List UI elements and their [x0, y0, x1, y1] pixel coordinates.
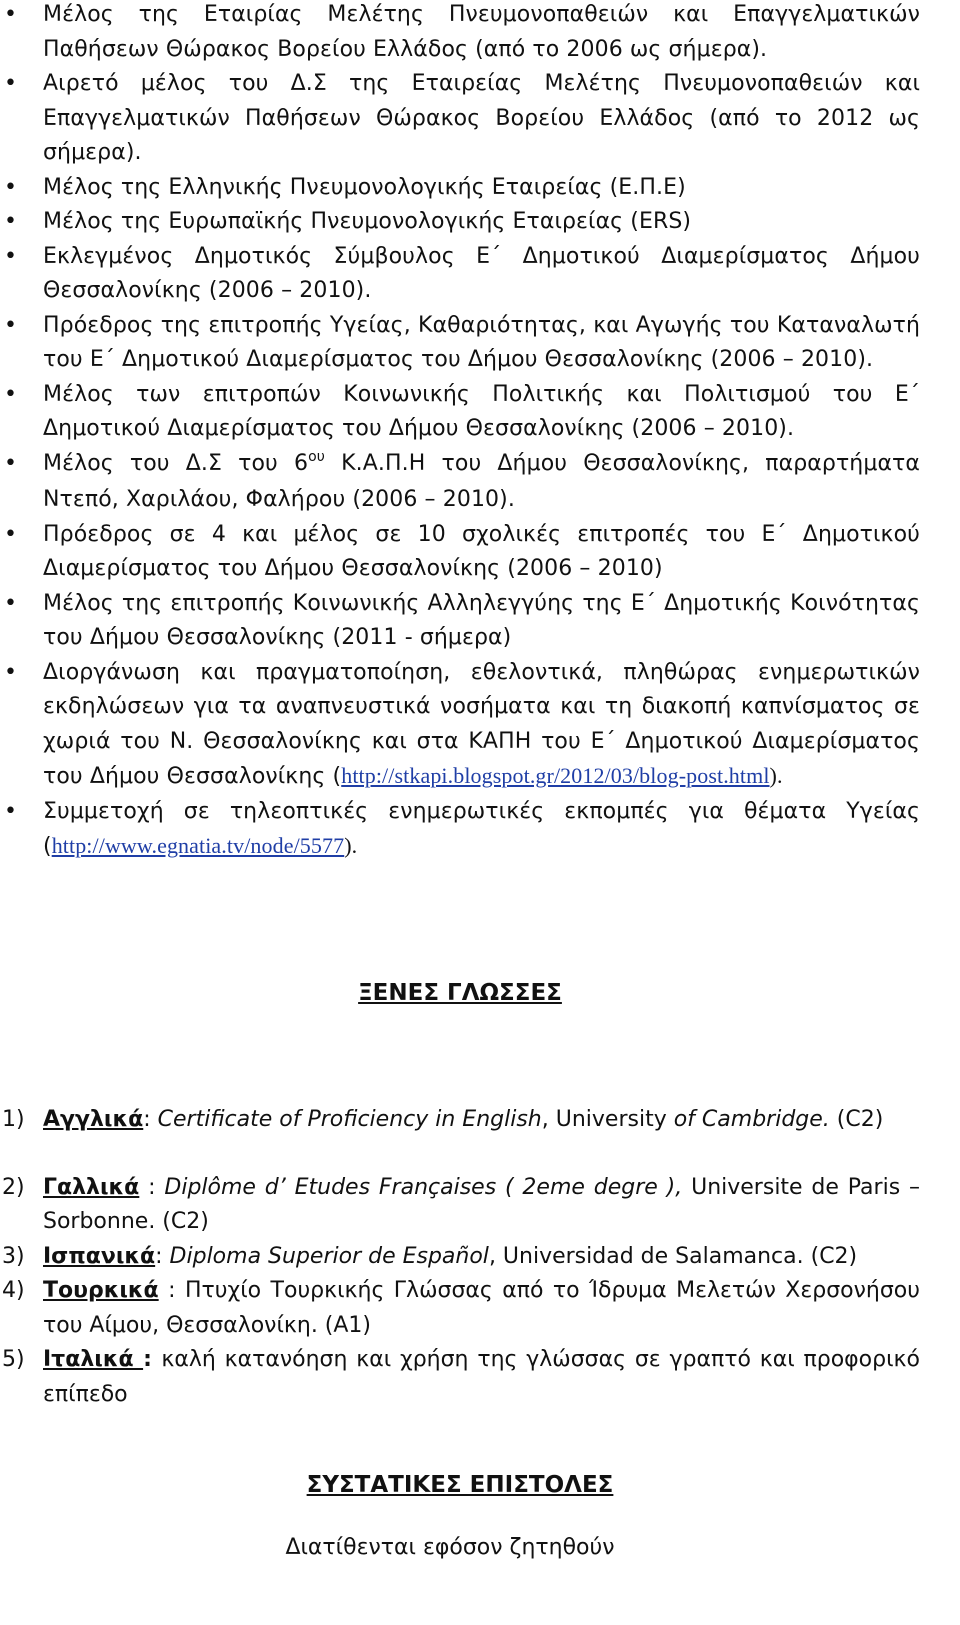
- list-item-text: Συμμετοχή σε τηλεοπτικές ενημερωτικές εκπομπές για θέματα Υγείας (: [43, 798, 920, 859]
- certificate-name: Diplôme d’ Etudes Françaises ( 2eme degre ),: [164, 1174, 683, 1200]
- list-item: • Μέλος των επιτροπών Κοινωνικής Πολιτικής και Πολιτισμού του Ε΄ Δημοτικού Διαμερίσματος του Δήμου Θεσσαλονίκης (2006 – 2010).: [0, 378, 960, 447]
- language-name: Ιταλικά: [43, 1347, 144, 1372]
- separator: :: [143, 1107, 158, 1132]
- list-item-text: ).: [769, 763, 783, 788]
- language-item: [0, 1103, 960, 1138]
- institution: , University: [541, 1107, 674, 1132]
- language-item: [0, 1171, 960, 1240]
- description: καλή κατανόηση και χρήση της γλώσσας σε γραπτό και προφορικό επίπεδο: [43, 1347, 920, 1407]
- list-item: • Μέλος της Ελληνικής Πνευμονολογικής Εταιρείας (Ε.Π.Ε): [0, 171, 960, 206]
- tv-link[interactable]: http://www.egnatia.tv/node/5577: [51, 833, 345, 858]
- language-item: [0, 1274, 960, 1343]
- list-item: • Μέλος της Εταιρίας Μελέτης Πνευμονοπαθειών και Επαγγελματικών Παθήσεων Θώρακος Βορείου Ελλάδος (από το 2006 ως σήμερα).: [0, 0, 960, 67]
- item-number: 4): [2, 1278, 25, 1303]
- blog-link[interactable]: http://stkapi.blogspot.gr/2012/03/blog-post.html: [341, 763, 770, 788]
- list-item-text: Κ.Α.Π.Η του Δήμου Θεσσαλονίκης, παραρτήματα Ντεπό, Χαριλάου, Φαλήρου (2006 – 2010).: [43, 450, 921, 512]
- list-item: • Εκλεγμένος Δημοτικός Σύμβουλος Ε΄ Δημοτικού Διαμερίσματος Δήμου Θεσσαλονίκης (2006 – 2010).: [0, 240, 960, 309]
- separator: :: [139, 1174, 165, 1200]
- separator: :: [155, 1243, 170, 1269]
- certificate-name: Certificate of Proficiency in English: [157, 1107, 542, 1132]
- list-item: [0, 795, 960, 865]
- list-item: • Πρόεδρος της επιτροπής Υγείας, Καθαριότητας, και Αγωγής του Καταναλωτή του Ε΄ Δημοτικού Διαμερίσματος του Δήμου Θεσσαλονίκης (2006 – 2010).: [0, 309, 960, 378]
- item-number: 5): [2, 1347, 25, 1372]
- language-name: Τουρκικά: [43, 1278, 159, 1303]
- list-item: • Πρόεδρος σε 4 και μέλος σε 10 σχολικές επιτροπές του Ε΄ Δημοτικού Διαμερίσματος του Δήμου Θεσσαλονίκης (2006 – 2010): [0, 518, 960, 587]
- list-item: [0, 447, 960, 518]
- separator: :: [158, 1278, 185, 1303]
- references-heading: ΣΥΣΤΑΤΙΚΕΣ ΕΠΙΣΤΟΛΕΣ: [306, 1472, 614, 1498]
- references-text: Διατίθενται εφόσον ζητηθούν: [285, 1535, 615, 1560]
- list-item-text: Μέλος του Δ.Σ του 6: [43, 450, 309, 476]
- ordinal-suffix: ου: [308, 448, 326, 465]
- item-number: 3): [2, 1243, 25, 1269]
- institution: , Universidad de Salamanca. (C2): [488, 1243, 858, 1269]
- institution: Πτυχίο Τουρκικής Γλώσσας από το Ίδρυμα Μελετών Χερσονήσου του Αίμου, Θεσσαλονίκη. (Α1): [43, 1278, 920, 1338]
- language-item: [0, 1343, 960, 1412]
- list-item: • Μέλος της Ευρωπαϊκής Πνευμονολογικής Εταιρείας (ERS): [0, 205, 960, 240]
- level: (C2): [829, 1107, 884, 1132]
- item-number: 1): [2, 1107, 25, 1132]
- language-item: [0, 1240, 960, 1275]
- institution: Universite de Paris – Sorbonne. (C2): [43, 1174, 920, 1234]
- list-item-text: ).: [344, 833, 358, 858]
- list-item-text: Διοργάνωση και πραγματοποίηση, εθελοντικά, πληθώρας ενημερωτικών εκδηλώσεων για τα αναπνευστικά νοσήματα και τη διακοπή καπνίσματος σε χωριά του Ν. Θεσσαλονίκης και στα ΚΑΠΗ του Ε΄ Δημοτικού Διαμερίσματος του Δήμου Θεσσαλονίκης (: [43, 659, 920, 789]
- certificate-name: Diploma Superior de Español: [169, 1243, 489, 1269]
- languages-list: [0, 1103, 960, 1412]
- list-item: • Αιρετό μέλος του Δ.Σ της Εταιρείας Μελέτης Πνευμονοπαθειών και Επαγγελματικών Παθήσεων Θώρακος Βορείου Ελλάδος (από το 2012 ως σήμερα).: [0, 67, 960, 171]
- institution-italic: of Cambridge.: [673, 1107, 830, 1132]
- list-item: • Μέλος της επιτροπής Κοινωνικής Αλληλεγγύης της Ε΄ Δημοτικής Κοινότητας του Δήμου Θεσσαλονίκης (2011 - σήμερα): [0, 587, 960, 656]
- item-number: 2): [2, 1174, 25, 1200]
- language-name: Ισπανικά: [43, 1243, 156, 1269]
- list-item: [0, 656, 960, 795]
- language-name: Γαλλικά: [43, 1174, 140, 1200]
- languages-heading: ΞΕΝΕΣ ΓΛΩΣΣΕΣ: [358, 980, 562, 1006]
- separator: :: [143, 1347, 162, 1372]
- language-name: Αγγλικά: [43, 1107, 144, 1132]
